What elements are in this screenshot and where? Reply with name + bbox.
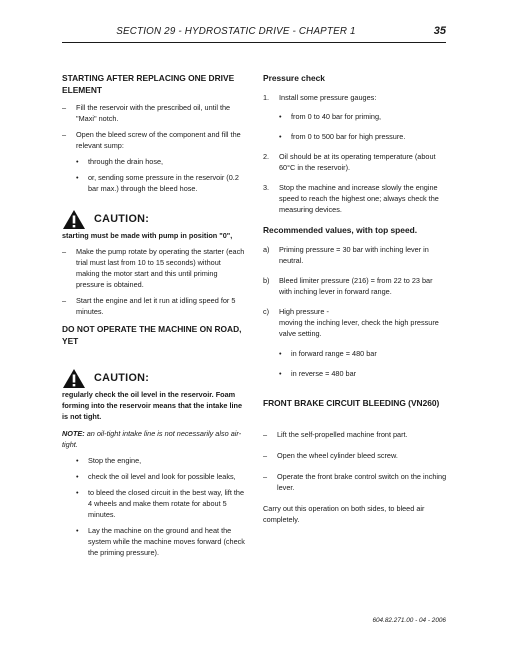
value-forward-range: in forward range = 480 bar xyxy=(291,349,377,358)
page-header xyxy=(62,26,446,40)
closing-instruction: Carry out this operation on both sides, to bleed air completely. xyxy=(263,504,425,524)
dash-marker: – xyxy=(62,130,67,139)
left-column xyxy=(62,72,246,558)
bullet-marker: • xyxy=(279,369,282,378)
letter-marker: b) xyxy=(263,276,270,285)
gauge-high-pressure: from 0 to 500 bar for high pressure. xyxy=(291,132,406,141)
list-item xyxy=(263,92,447,103)
note-label: NOTE: xyxy=(62,429,85,438)
bullet-marker: • xyxy=(76,173,79,182)
section-heading-starting: STARTING AFTER REPLACING ONE DRIVE ELEMENT xyxy=(62,73,235,95)
dash-marker: – xyxy=(263,472,268,481)
bullet-marker: • xyxy=(76,488,79,497)
value-bleed-limiter: Bleed limiter pressure (216) = from 22 to 23 bar with inching lever in forward range. xyxy=(279,276,433,296)
list-item xyxy=(62,246,246,290)
list-item xyxy=(263,368,447,379)
step-increase-speed: Stop the machine and increase slowly the engine speed to reach the highest one; always check the measuring devices. xyxy=(279,183,439,214)
bullet-heat-system: Lay the machine on the ground and heat the system while the machine moves forward (check the priming pressure). xyxy=(88,526,245,557)
value-priming-pressure: Priming pressure = 30 bar with inching lever in neutral. xyxy=(279,245,429,265)
high-pressure-label: High pressure - xyxy=(279,307,329,316)
step-fill-reservoir: Fill the reservoir with the prescribed oil, until the "Maxi" notch. xyxy=(76,103,231,123)
bullet-marker: • xyxy=(76,472,79,481)
caution-title: CAUTION: xyxy=(94,371,150,384)
caution-block-1 xyxy=(62,208,246,230)
dash-marker: – xyxy=(62,296,67,305)
step-operate-brake-switch: Operate the front brake control switch on the inching lever. xyxy=(277,472,447,492)
list-item xyxy=(263,471,447,493)
list-item xyxy=(263,182,447,215)
warning-triangle-icon xyxy=(62,368,86,389)
heading-front-brake-bleeding: FRONT BRAKE CIRCUIT BLEEDING (VN260) xyxy=(263,398,440,408)
right-column xyxy=(263,72,447,525)
note-text: an oil-tight intake line is not necessarily also air-tight. xyxy=(62,429,242,449)
sub-bleed-hose: or, sending some pressure in the reservoir (0.2 bar max.) through the bleed hose. xyxy=(88,173,239,193)
warning-no-road: DO NOT OPERATE THE MACHINE ON ROAD, YET xyxy=(62,324,242,346)
list-item xyxy=(263,275,447,297)
list-item xyxy=(62,156,246,167)
bullet-marker: • xyxy=(76,526,79,535)
gauge-priming: from 0 to 40 bar for priming, xyxy=(291,112,382,121)
bullet-marker: • xyxy=(76,456,79,465)
header-rule xyxy=(62,42,446,43)
dash-marker: – xyxy=(62,103,67,112)
dash-marker: – xyxy=(62,247,67,256)
bullet-stop-engine: Stop the engine, xyxy=(88,456,142,465)
sub-drain-hose: through the drain hose, xyxy=(88,157,164,166)
high-pressure-description: moving the inching lever, check the high pressure valve setting. xyxy=(279,318,439,338)
list-item xyxy=(62,487,246,520)
heading-pressure-check: Pressure check xyxy=(263,73,325,83)
list-item xyxy=(62,129,246,151)
list-item xyxy=(62,525,246,558)
bullet-marker: • xyxy=(279,132,282,141)
value-high-pressure xyxy=(279,306,447,339)
caution-text-oil-level: regularly check the oil level in the reservoir. Foam forming into the reservoir means that the intake line is not tight. xyxy=(62,390,243,421)
list-item xyxy=(62,102,246,124)
list-item xyxy=(263,450,447,461)
step-start-engine: Start the engine and let it run at idling speed for 5 minutes. xyxy=(76,296,236,316)
caution-text-pump-position: starting must be made with pump in position "0", xyxy=(62,231,233,240)
warning-triangle-icon xyxy=(62,209,86,230)
letter-marker: a) xyxy=(263,245,270,254)
bullet-marker: • xyxy=(279,112,282,121)
number-marker: 1. xyxy=(263,93,270,102)
number-marker: 2. xyxy=(263,152,270,161)
note xyxy=(62,428,246,450)
bullet-marker: • xyxy=(279,349,282,358)
section-title: SECTION 29 - HYDROSTATIC DRIVE - CHAPTER 1 xyxy=(116,26,356,37)
list-item xyxy=(263,348,447,359)
caution-title: CAUTION: xyxy=(94,212,150,225)
dash-marker: – xyxy=(263,430,268,439)
list-item xyxy=(62,172,246,194)
list-item xyxy=(263,429,447,440)
list-item xyxy=(263,151,447,173)
step-rotate-pump: Make the pump rotate by operating the starter (each trial must last from 10 to 15 seconds) without making the motor start and this until priming pressure is obtained. xyxy=(76,247,245,289)
list-item xyxy=(263,111,447,122)
bullet-marker: • xyxy=(76,157,79,166)
number-marker: 3. xyxy=(263,183,270,192)
letter-marker: c) xyxy=(263,307,270,316)
step-open-cylinder-screw: Open the wheel cylinder bleed screw. xyxy=(277,451,398,460)
step-install-gauges: Install some pressure gauges: xyxy=(279,93,377,102)
value-reverse: in reverse = 480 bar xyxy=(291,369,357,378)
bullet-check-oil: check the oil level and look for possible leaks, xyxy=(88,472,236,481)
list-item xyxy=(62,295,246,317)
dash-marker: – xyxy=(263,451,268,460)
page-number: 35 xyxy=(433,25,446,37)
step-lift-front: Lift the self-propelled machine front part. xyxy=(277,430,408,439)
step-open-bleed-screw: Open the bleed screw of the component and fill the relevant sump: xyxy=(76,130,241,150)
step-oil-temperature: Oil should be at its operating temperature (about 60°C in the reservoir). xyxy=(279,152,436,172)
heading-recommended-values: Recommended values, with top speed. xyxy=(263,225,418,235)
caution-block-2 xyxy=(62,367,246,389)
bullet-bleed-circuit: to bleed the closed circuit in the best way, lift the 4 wheels and make them rotate for about 5 minutes. xyxy=(88,488,245,519)
list-item xyxy=(263,131,447,142)
list-item xyxy=(62,471,246,482)
list-item xyxy=(62,455,246,466)
document-reference: 604.82.271.00 - 04 - 2006 xyxy=(372,617,446,624)
list-item xyxy=(263,244,447,266)
list-item xyxy=(263,306,447,339)
